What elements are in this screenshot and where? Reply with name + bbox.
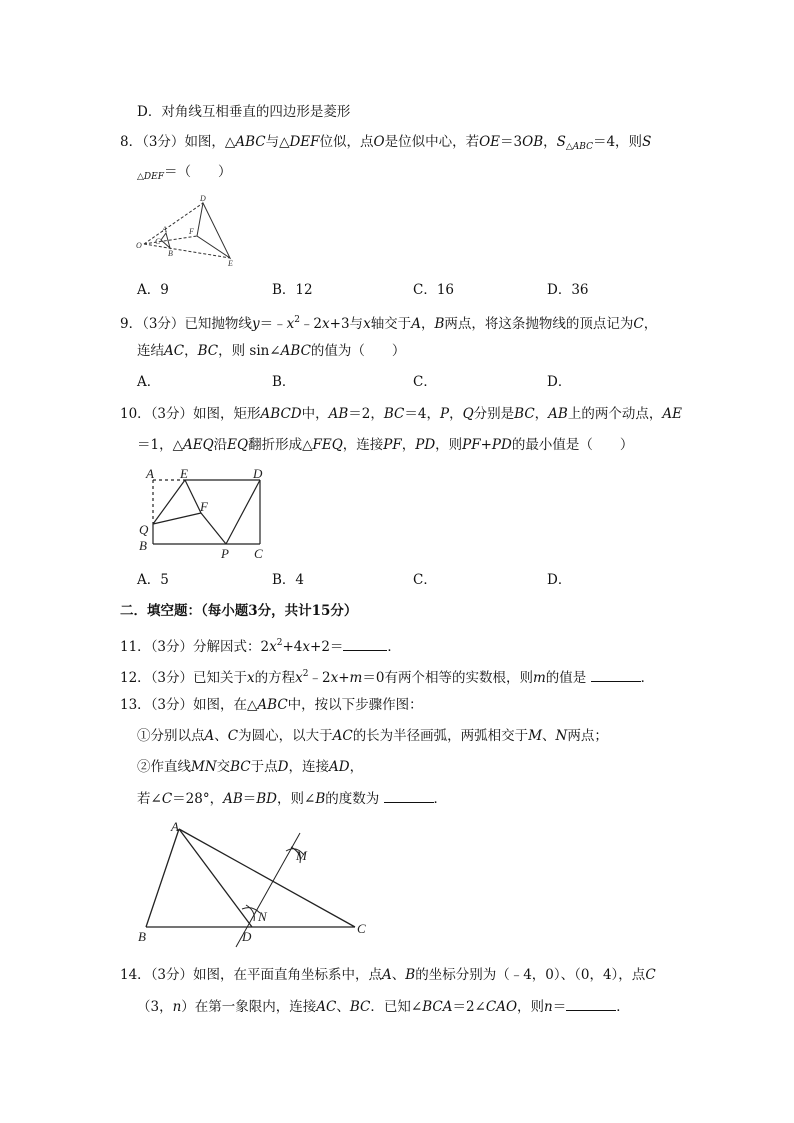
q9-line1: 9．（3分）已知抛物线$y=﹣x^2﹣2x+3$与x轴交于A，B两点，将这条抛物线的顶点记为C，	[120, 315, 658, 332]
q8-label-d: D	[200, 194, 206, 203]
q8-label-o: O	[136, 241, 142, 250]
q8-option-c: C．16	[413, 282, 455, 298]
q12-answer-blank[interactable]	[591, 669, 641, 682]
q9-line2: 连结AC，BC，则 sin∠ABC的值为（ ）	[137, 343, 406, 359]
q10-label-q: Q	[139, 522, 149, 537]
q10-label-b: B	[139, 538, 147, 553]
q13-step2: ②作直线MN交BC于点D，连接AD，	[137, 759, 364, 775]
q13-label-d: D	[242, 929, 252, 944]
q10-label-p: P	[221, 546, 229, 561]
q13-label-n: N	[258, 909, 267, 924]
q13-line1: 13．（3分）如图，在△ABC中，按以下步骤作图：	[120, 697, 423, 713]
q10-line1: 10．（3分）如图，矩形ABCD中，AB＝2，BC＝4，P，Q分别是BC，AB上的两个动点，AE	[120, 406, 682, 422]
q10-figure	[134, 462, 279, 564]
q8-option-d: D．36	[547, 282, 589, 298]
q10-label-a: A	[146, 466, 154, 481]
q8-option-a: A．9	[137, 282, 169, 298]
q11-line: 11．（3分）分解因式：$2x^2+4x+2=$ ．	[120, 638, 401, 655]
q13-label-m: M	[296, 848, 307, 863]
q13-label-b: B	[138, 929, 146, 944]
q11-answer-blank[interactable]	[343, 638, 387, 651]
q8-figure	[134, 192, 244, 270]
q14-line1: 14．（3分）如图，在平面直角坐标系中，点A、B的坐标分别为（﹣4，0）、（0，4），点C	[120, 967, 656, 983]
q8-line1: 8．（3分）如图，△ABC与△DEF位似，点O是位似中心，若OE＝3OB，$S_{\triangle ABC}=4$，则S	[120, 134, 652, 152]
q10-option-c: C．	[413, 572, 437, 588]
q13-answer-blank[interactable]	[384, 790, 434, 803]
q13-label-c: C	[357, 921, 366, 936]
q10-label-d: D	[253, 466, 263, 481]
q8-option-b: B．12	[272, 282, 313, 298]
q8-label-f: F	[189, 227, 194, 236]
q9-option-d: D．	[547, 374, 572, 390]
q10-line2: ＝1，△AEQ沿EQ翻折形成△FEQ，连接PF，PD，则PF+PD的最小值是（ ）	[137, 437, 634, 453]
q10-label-c: C	[254, 546, 263, 561]
q10-label-e: E	[180, 466, 188, 481]
q13-label-a: A	[171, 819, 179, 834]
q8-label-b: B	[168, 249, 173, 258]
q14-line2: （3，n）在第一象限内，连接AC、BC．已知∠BCA＝2∠CAO，则n＝ ．	[137, 999, 630, 1015]
q9-option-c: C．	[413, 374, 437, 390]
q13-step1: ①分别以点A、C为圆心，以大于AC的长为半径画弧，两弧相交于M、N两点；	[137, 728, 608, 744]
q9-option-a: A．	[137, 374, 161, 390]
q9-option-b: B．	[272, 374, 296, 390]
q10-option-b: B．4	[272, 572, 305, 588]
q8-label-e: E	[228, 259, 233, 268]
q8-label-a: A	[162, 225, 167, 234]
section2-title: 二．填空题：（每小题3分，共计15分）	[120, 603, 358, 619]
q8-label-c: C	[155, 237, 161, 246]
q13-figure	[134, 817, 379, 952]
q10-label-f: F	[200, 499, 208, 514]
q8-line2: $_{\triangle DEF}$＝（ ）	[137, 164, 232, 182]
q7-option-d: D．对角线互相垂直的四边形是菱形	[137, 104, 351, 120]
q12-line: 12．（3分）已知关于x的方程$x^2﹣2x+m=0$有两个相等的实数根，则m的值是 ．	[120, 669, 655, 686]
q10-option-a: A．5	[137, 572, 169, 588]
q13-condition: 若∠C＝28°，AB＝BD，则∠B的度数为 ．	[137, 791, 448, 807]
q14-answer-blank[interactable]	[566, 998, 616, 1011]
q10-option-d: D．	[547, 572, 572, 588]
